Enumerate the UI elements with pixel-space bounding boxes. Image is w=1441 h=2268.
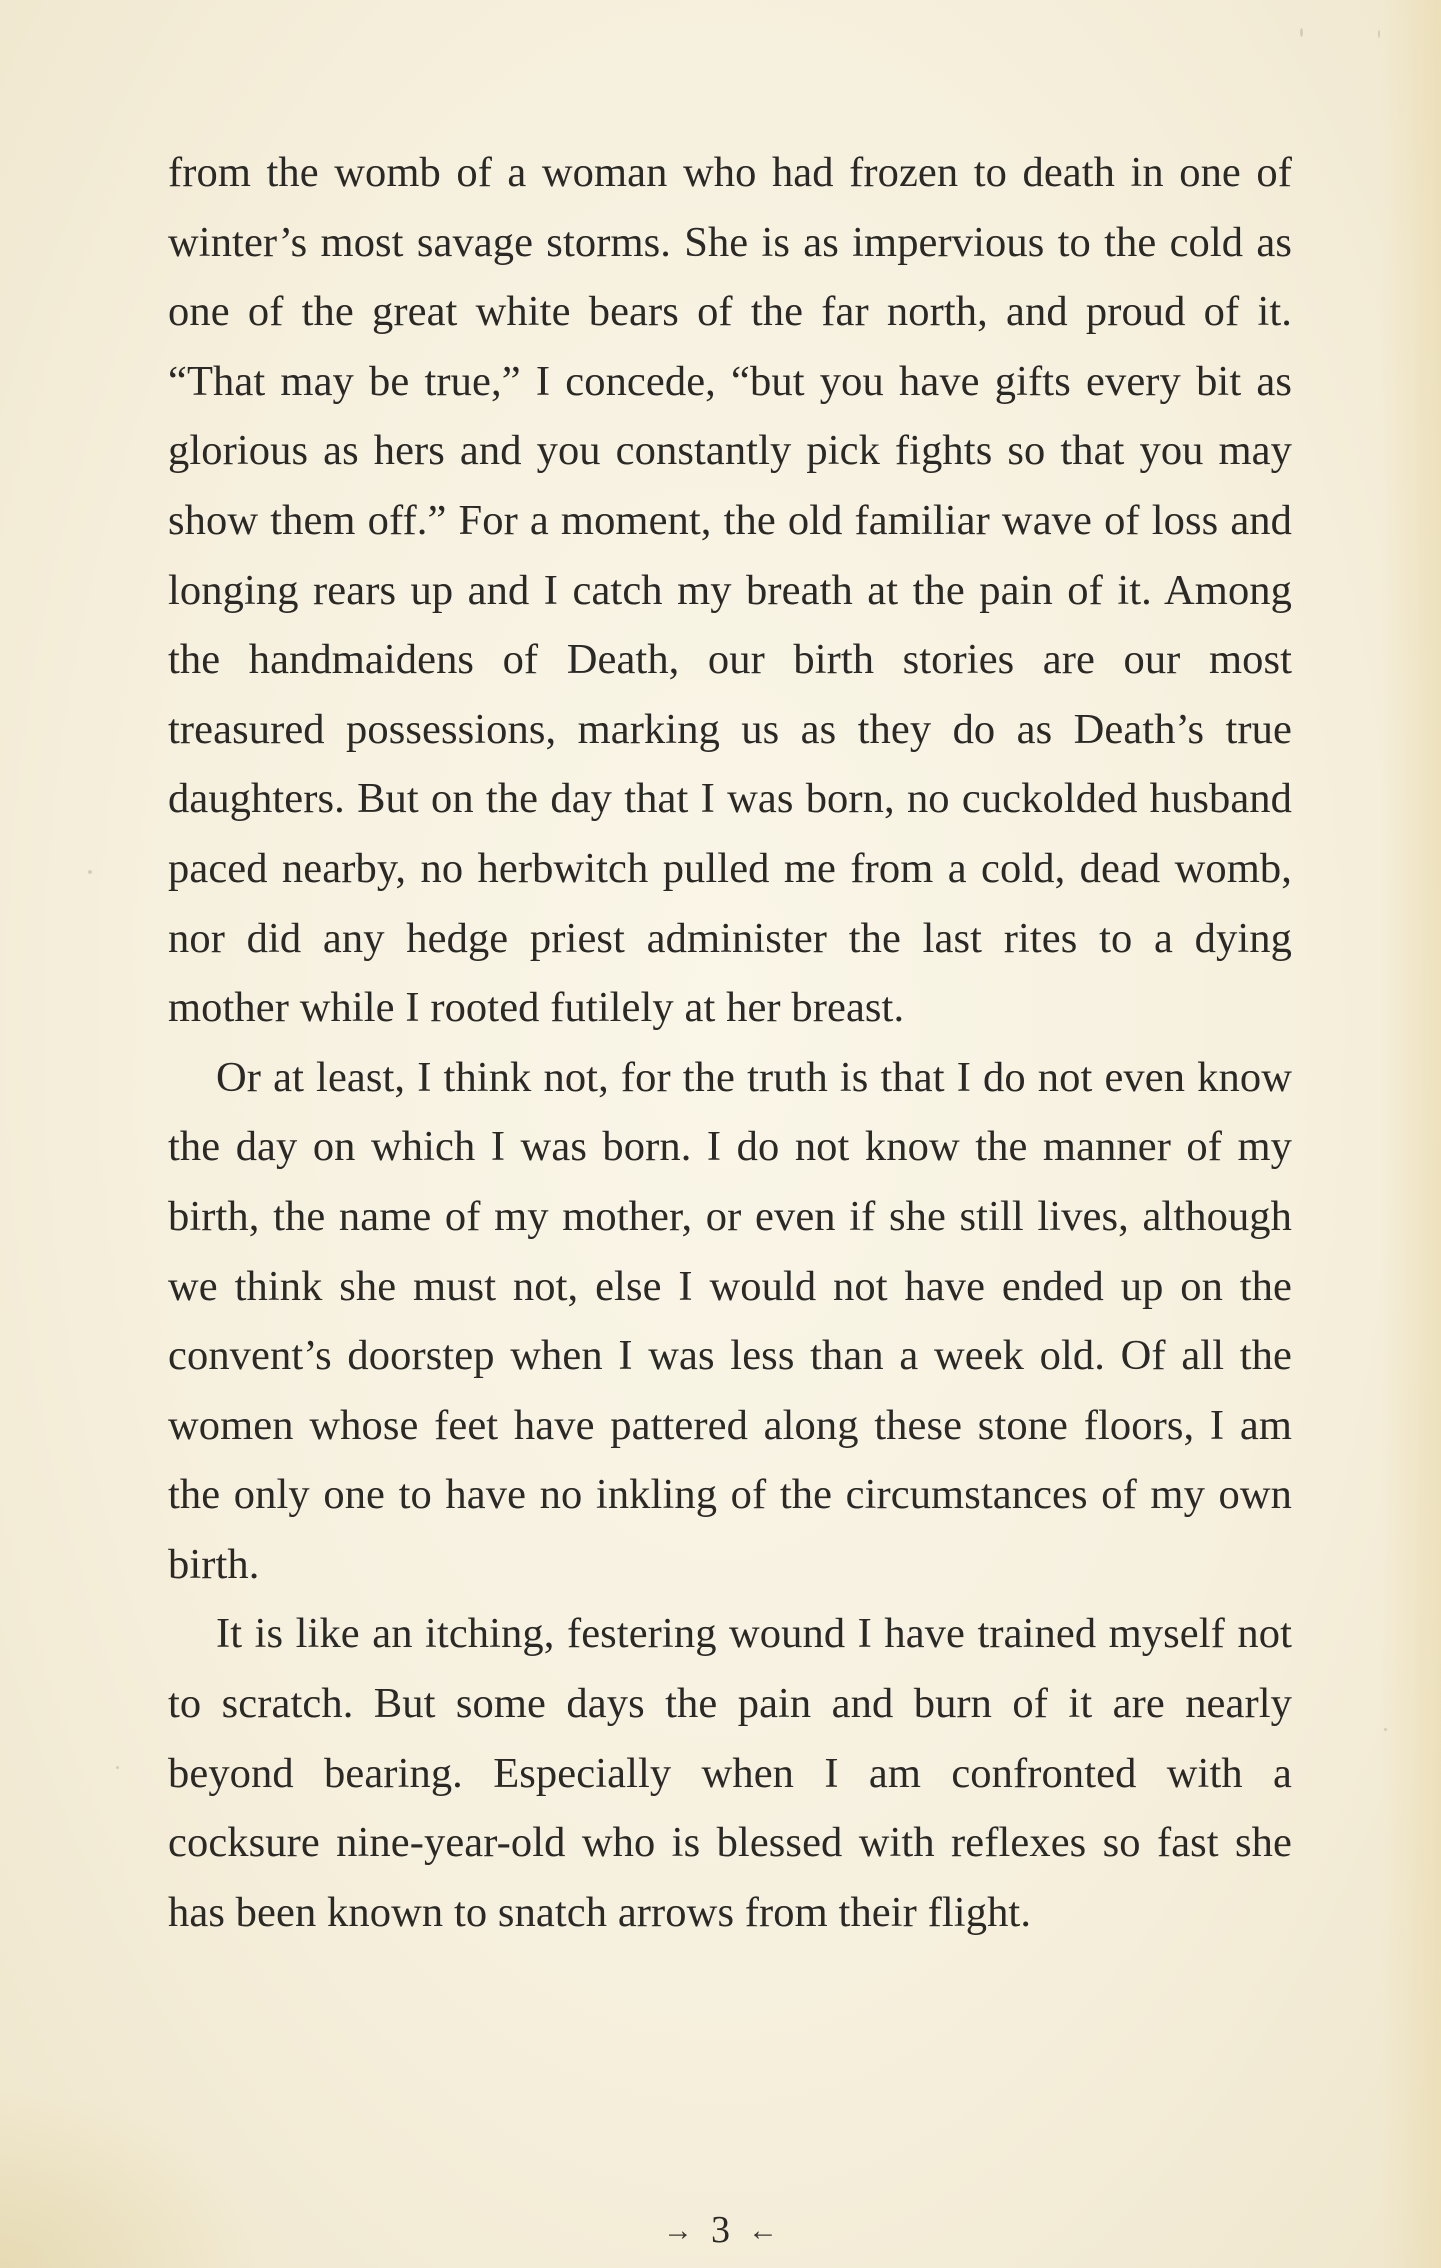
page-number: 3 <box>711 2209 730 2251</box>
paper-speck <box>1378 30 1380 38</box>
arrow-left-ornament-icon: ← <box>748 2214 778 2247</box>
paragraph-2: Or at least, I think not, for the truth is that I do not even know the day on which I was born. I do not know the manner of my birth, the name of my mother, or even if she still lives, although we think she must not, else I would not have ended up on the convent’s doorstep when I was less than a week old. Of all the women whose feet have pattered along these stone floors, I am the only one to have no inkling of the circumstances of my own birth. <box>168 1053 1292 1588</box>
arrow-right-ornament-icon: → <box>663 2214 693 2247</box>
paper-speck <box>1384 1728 1387 1731</box>
paragraph-1: from the womb of a woman who had frozen to death in one of winter’s most savage storms. She is as impervious to the cold as one of the great white bears of the far north, and proud of it. “That may be true,” I concede, “but you have gifts every bit as glorious as hers and you constantly pick fights so that you may show them off.” For a moment, the old familiar wave of loss and longing rears up and I catch my breath at the pain of it. Among the handmaidens of Death, our birth stories are our most treasured possessions, marking us as they do as Death’s true daughters. But on the day that I was born, no cuckolded husband paced nearby, no herbwitch pulled me from a cold, dead womb, nor did any hedge priest administer the last rites to a dying mother while I rooted futilely at her breast. <box>168 149 1292 1032</box>
paper-speck <box>1300 28 1303 37</box>
body-text <box>168 138 1292 1947</box>
page-number-footer <box>0 2208 1441 2253</box>
paper-speck <box>116 1766 119 1769</box>
paper-speck <box>88 870 92 874</box>
paragraph-3: It is like an itching, festering wound I have trained myself not to scratch. But some days the pain and burn of it are nearly beyond bearing. Especially when I am confronted with a cocksure nine-year-old who is blessed with reflexes so fast she has been known to snatch arrows from their flight. <box>168 1610 1292 1936</box>
